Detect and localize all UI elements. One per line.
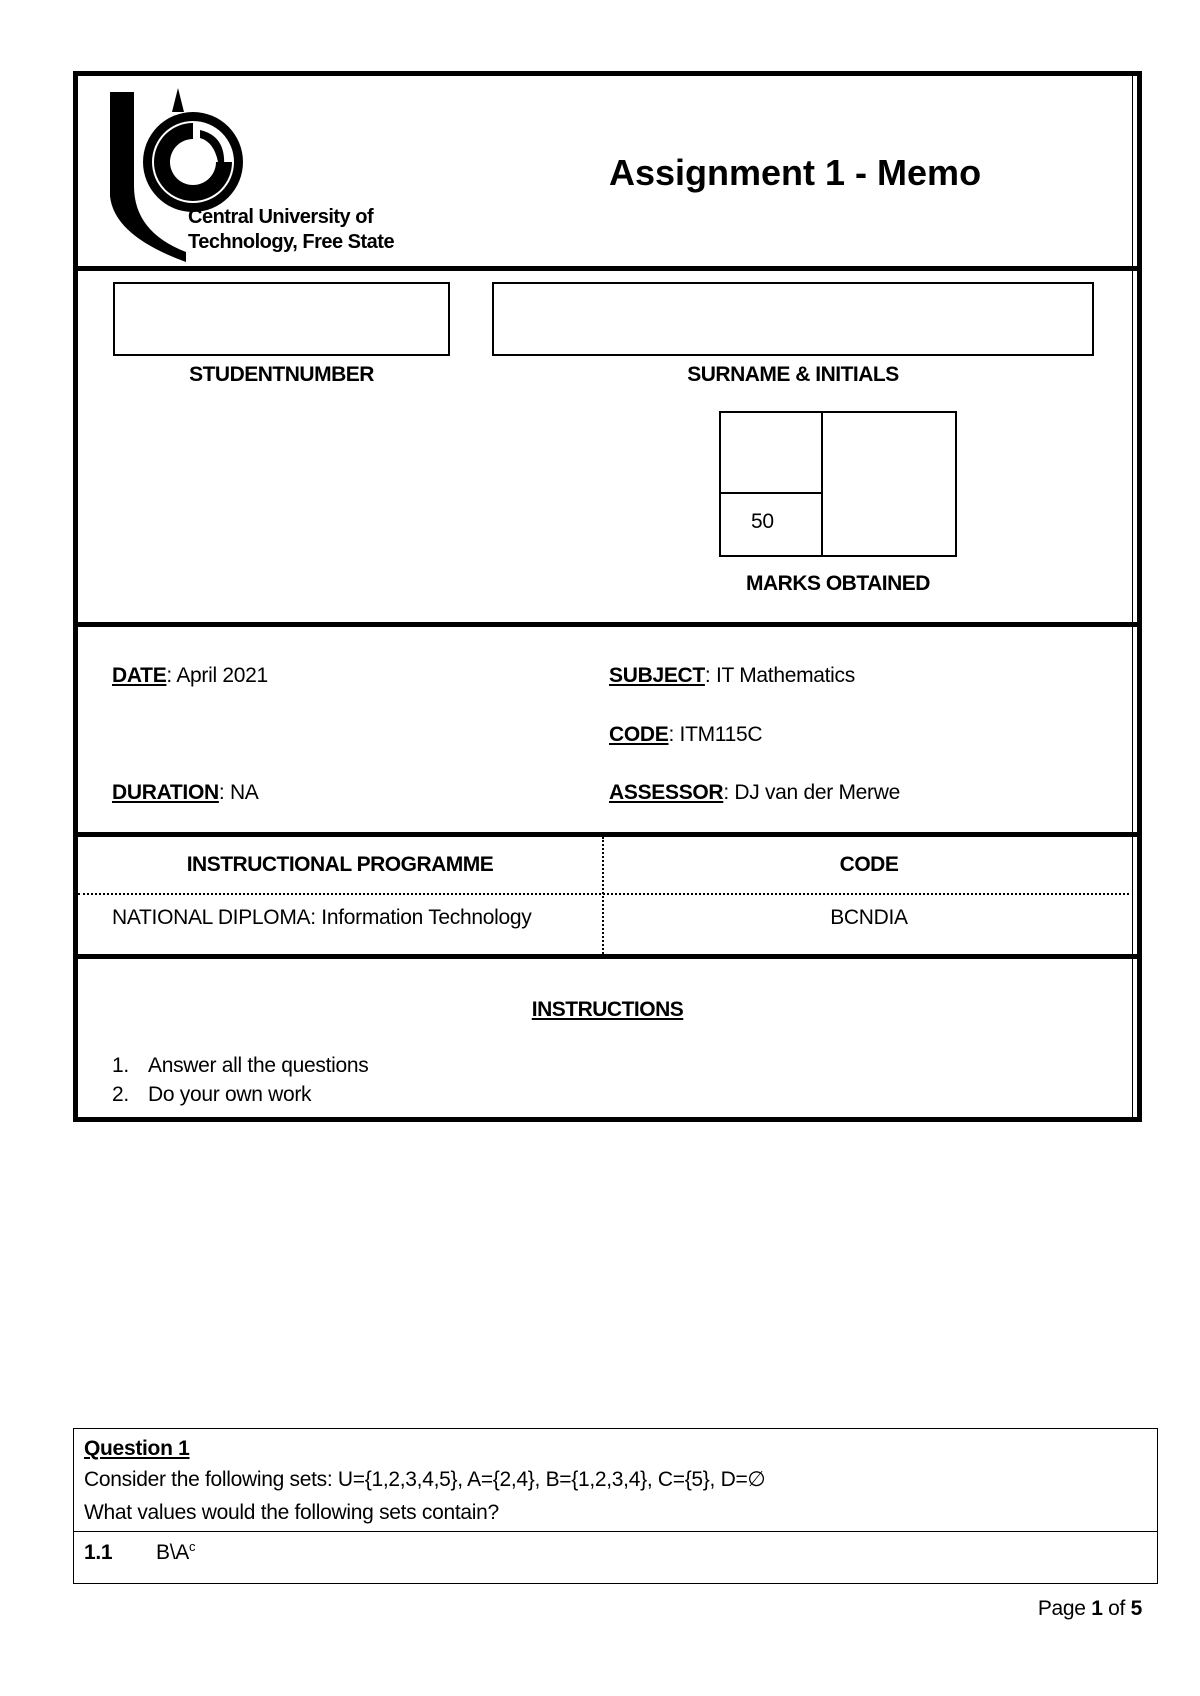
subject-label: SUBJECT xyxy=(609,664,705,687)
instruction-item xyxy=(112,1054,368,1078)
code-value: : ITM115C xyxy=(668,723,763,746)
duration-label: DURATION xyxy=(112,781,219,804)
question-item xyxy=(84,1539,195,1565)
question-heading: Question 1 xyxy=(84,1437,190,1460)
assessor-label: ASSESSOR xyxy=(609,781,724,804)
subject-value: : IT Mathematics xyxy=(704,664,855,687)
programme-row-divider xyxy=(78,893,1129,895)
surname-initials-label: SURNAME & INITIALS xyxy=(687,363,899,386)
date-label: DATE xyxy=(112,664,167,687)
question-item-superscript: c xyxy=(188,1539,196,1554)
page-prefix: Page xyxy=(1037,1597,1092,1620)
marks-obtained-cell[interactable] xyxy=(721,413,821,492)
student-number-label: STUDENTNUMBER xyxy=(189,363,374,386)
logo-line-1: Central University of xyxy=(188,206,374,228)
surname-initials-box[interactable] xyxy=(492,282,1094,356)
programme-value: NATIONAL DIPLOMA: Information Technology xyxy=(112,906,532,929)
instruction-number: 1. xyxy=(112,1054,129,1077)
logo-line-2: Technology, Free State xyxy=(188,231,395,253)
question-item-text: B\A xyxy=(156,1541,189,1564)
subject-field xyxy=(609,664,855,688)
student-number-box[interactable] xyxy=(113,282,450,356)
instruction-text: Answer all the questions xyxy=(148,1054,369,1077)
assessor-field xyxy=(609,781,900,805)
question-line-2: What values would the following sets contain? xyxy=(84,1501,499,1524)
divider xyxy=(78,266,1137,271)
instruction-text: Do your own work xyxy=(148,1083,312,1106)
instruction-number: 2. xyxy=(112,1083,129,1106)
page-current: 1 xyxy=(1091,1597,1103,1620)
marks-total: 50 xyxy=(751,510,774,533)
marks-vertical-divider xyxy=(821,413,823,555)
page-total: 5 xyxy=(1130,1597,1142,1620)
page-title: Assignment 1 - Memo xyxy=(609,152,982,193)
code-header: CODE xyxy=(839,853,899,876)
divider xyxy=(78,622,1137,627)
code-label: CODE xyxy=(609,723,669,746)
question-item-divider xyxy=(74,1531,1157,1532)
assessor-value: : DJ van der Merwe xyxy=(723,781,900,804)
marks-obtained-label: MARKS OBTAINED xyxy=(746,572,930,595)
programme-table xyxy=(78,837,1137,954)
question-line-1: Consider the following sets: U={1,2,3,4,5}, A={2,4}, B={1,2,3,4}, C={5}, D=∅ xyxy=(84,1468,766,1491)
programme-header: INSTRUCTIONAL PROGRAMME xyxy=(186,853,494,876)
marks-box xyxy=(719,411,957,557)
duration-value: : NA xyxy=(218,781,259,804)
instruction-item xyxy=(112,1083,311,1107)
divider xyxy=(78,954,1137,959)
page-mid: of xyxy=(1102,1597,1131,1620)
code-field xyxy=(609,723,762,747)
instructions-heading: INSTRUCTIONS xyxy=(531,998,684,1021)
page-number xyxy=(1038,1597,1142,1621)
duration-field xyxy=(112,781,259,805)
date-field xyxy=(112,664,268,688)
date-value: : April 2021 xyxy=(166,664,268,687)
marks-horizontal-divider xyxy=(721,492,823,494)
university-logo xyxy=(108,86,408,266)
cover-frame xyxy=(73,71,1142,1122)
question-item-number: 1.1 xyxy=(84,1541,113,1564)
programme-code-value: BCNDIA xyxy=(830,906,908,929)
question-box xyxy=(73,1428,1158,1584)
